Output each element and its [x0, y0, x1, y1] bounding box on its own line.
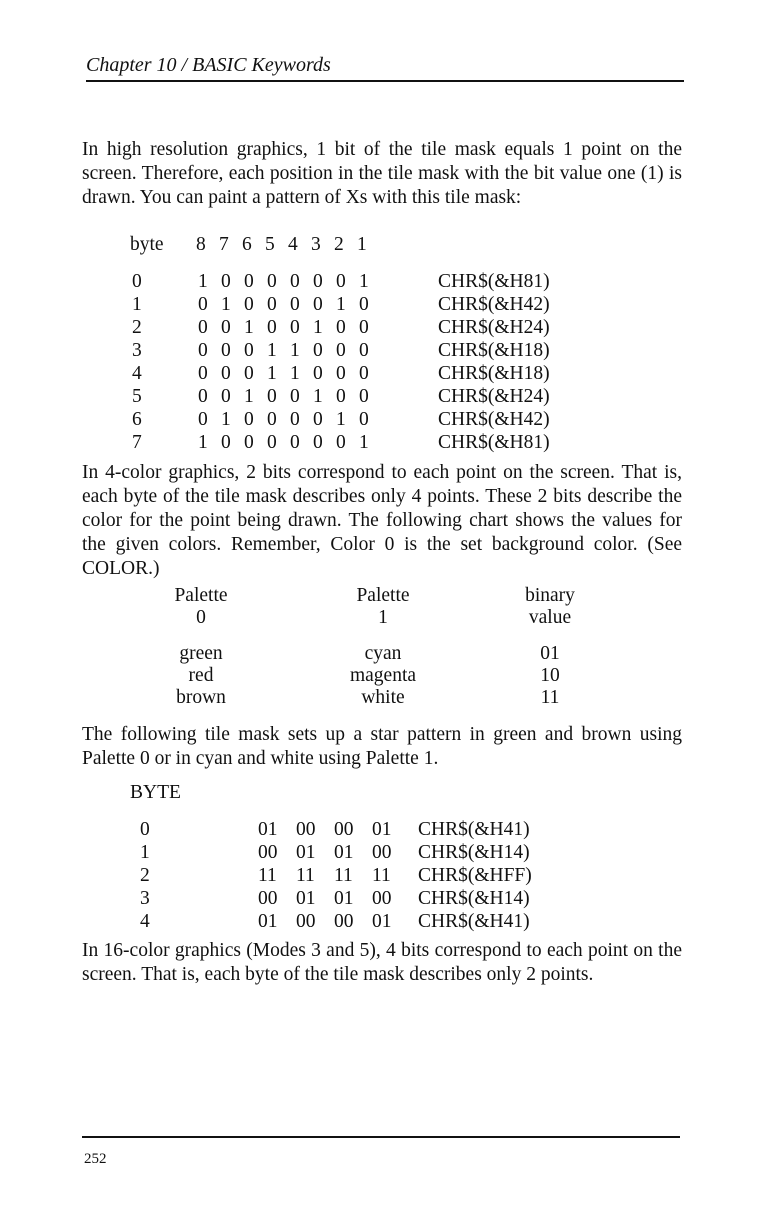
- star-table-bits: [258, 841, 418, 864]
- palette-header-line2: 0 1 value: [196, 607, 572, 628]
- bit-pair: 00: [296, 819, 316, 840]
- bit-pair: 11: [296, 865, 315, 886]
- star-table-chr: CHR$(&H14): [418, 888, 530, 909]
- bit-table-header: [130, 233, 598, 256]
- bit-value: 0: [359, 317, 369, 338]
- palette-binary-value: 10: [540, 665, 560, 686]
- bit-value: 0: [313, 294, 323, 315]
- bit-table-byte: 1: [132, 294, 142, 315]
- bit-pair: 11: [372, 865, 391, 886]
- bit-pair: 00: [334, 819, 354, 840]
- bit-value: 0: [336, 432, 346, 453]
- palette-0-color: brown: [176, 687, 226, 708]
- palette-1-color: magenta: [349, 665, 417, 686]
- bit-table-row: [130, 408, 598, 431]
- bit-pair: 01: [372, 819, 392, 840]
- bit-table-chr: CHR$(&H18): [438, 363, 550, 384]
- bit-value: 0: [336, 271, 346, 292]
- bit-value: 1: [221, 409, 231, 430]
- paragraph-star-pattern: The following tile mask sets up a star pattern in green and brown using Palette 0 or in cyan and white using Palette 1.: [82, 724, 682, 769]
- footer-divider: [82, 1136, 680, 1138]
- bit-value: 1: [267, 363, 277, 384]
- bit-table-header-bits: 8 7 6 5 4 3 2 1: [196, 234, 367, 255]
- palette-1-color: white: [361, 687, 405, 708]
- bit-value: 0: [244, 294, 254, 315]
- bit-value: 0: [313, 409, 323, 430]
- bit-value: 0: [336, 317, 346, 338]
- palette-binary-value: 11: [540, 687, 560, 708]
- bit-value: 0: [290, 317, 300, 338]
- bit-value: 1: [290, 340, 300, 361]
- bit-value: 1: [359, 271, 369, 292]
- palette-row: [146, 665, 590, 687]
- bit-table-byte: 4: [132, 363, 142, 384]
- star-table-byte: 2: [140, 865, 150, 886]
- bit-pair: 11: [258, 865, 277, 886]
- bit-table-bits: [198, 431, 438, 454]
- bit-value: 0: [313, 340, 323, 361]
- bit-value: 0: [244, 432, 254, 453]
- star-table-bits: [258, 887, 418, 910]
- star-table-chr: CHR$(&H41): [418, 819, 530, 840]
- star-table-chr: CHR$(&HFF): [418, 865, 532, 886]
- bit-pair: 00: [296, 911, 316, 932]
- palette-0-color: green: [179, 643, 223, 664]
- bit-value: 1: [290, 363, 300, 384]
- star-pattern-table: [140, 818, 568, 933]
- bit-table-chr: CHR$(&H81): [438, 271, 550, 292]
- bit-table-bits: [198, 408, 438, 431]
- bit-value: 1: [336, 409, 346, 430]
- bit-value: 0: [198, 363, 208, 384]
- bit-value: 0: [313, 432, 323, 453]
- bit-table-byte: 5: [132, 386, 142, 407]
- bit-value: 0: [267, 432, 277, 453]
- bit-table-bits: [198, 316, 438, 339]
- bit-table-chr: CHR$(&H24): [438, 386, 550, 407]
- palette-table: [146, 585, 590, 709]
- star-table-title: BYTE: [130, 782, 181, 803]
- bit-value: 0: [313, 363, 323, 384]
- palette-0-color: red: [188, 665, 214, 686]
- palette-binary-value: 01: [540, 643, 560, 664]
- bit-value: 1: [198, 432, 208, 453]
- bit-value: 0: [221, 386, 231, 407]
- paragraph-16-color: In 16-color graphics (Modes 3 and 5), 4 bits correspond to each point on the screen. That is, each byte of the tile mask describes only 2 points.: [82, 940, 682, 985]
- paragraph-4-color: In 4-color graphics, 2 bits correspond to each point on the screen. That is, each byte of the tile mask describes only 4 points. These 2 bits describe the color for the point being drawn. The following chart shows the values for the given colors. Remember, Color 0 is the set background color. (See COLOR.): [82, 462, 682, 579]
- bit-value: 0: [267, 317, 277, 338]
- page-number: 252: [84, 1151, 107, 1167]
- bit-value: 0: [336, 340, 346, 361]
- bit-value: 0: [244, 271, 254, 292]
- star-table-row: [140, 887, 568, 910]
- page-header: Chapter 10 / BASIC Keywords: [86, 52, 684, 82]
- bit-pair: 01: [296, 842, 316, 863]
- bit-value: 0: [198, 294, 208, 315]
- star-table-byte: 1: [140, 842, 150, 863]
- bit-table-row: [130, 431, 598, 454]
- bit-value: 1: [313, 386, 323, 407]
- bit-value: 0: [198, 386, 208, 407]
- bit-value: 1: [359, 432, 369, 453]
- bit-table-bits: [198, 293, 438, 316]
- bit-table-chr: CHR$(&H18): [438, 340, 550, 361]
- bit-pair: 00: [258, 842, 278, 863]
- bit-pair: 00: [258, 888, 278, 909]
- star-table-row: [140, 818, 568, 841]
- bit-table-row: [130, 362, 598, 385]
- bit-table-row: [130, 316, 598, 339]
- bit-value: 0: [267, 294, 277, 315]
- bit-value: 0: [198, 340, 208, 361]
- bit-table-chr: CHR$(&H24): [438, 317, 550, 338]
- bit-value: 1: [244, 386, 254, 407]
- bit-pair: 01: [334, 888, 354, 909]
- bit-value: 1: [198, 271, 208, 292]
- bit-table-bits: [198, 339, 438, 362]
- bit-value: 0: [198, 409, 208, 430]
- bit-value: 0: [244, 340, 254, 361]
- bit-value: 0: [336, 363, 346, 384]
- bit-value: 0: [359, 340, 369, 361]
- bit-table-bits: [198, 362, 438, 385]
- bit-value: 0: [359, 294, 369, 315]
- bit-table-header-label: byte: [130, 234, 164, 255]
- star-table-row: [140, 864, 568, 887]
- bit-value: 0: [290, 294, 300, 315]
- palette-row: [146, 687, 590, 709]
- bit-value: 1: [244, 317, 254, 338]
- bit-pair: 01: [258, 911, 278, 932]
- bit-table-bits: [198, 270, 438, 293]
- bit-pair: 01: [296, 888, 316, 909]
- palette-row: [146, 643, 590, 665]
- bit-value: 0: [359, 386, 369, 407]
- star-table-row: [140, 910, 568, 933]
- bit-pair: 01: [334, 842, 354, 863]
- bit-value: 0: [290, 271, 300, 292]
- bit-table-byte: 3: [132, 340, 142, 361]
- bit-value: 1: [221, 294, 231, 315]
- bit-value: 0: [221, 340, 231, 361]
- bit-pair: 00: [334, 911, 354, 932]
- bit-table-byte: 2: [132, 317, 142, 338]
- bit-table-byte: 6: [132, 409, 142, 430]
- bit-table-row: [130, 293, 598, 316]
- bit-value: 0: [221, 432, 231, 453]
- star-table-row: [140, 841, 568, 864]
- bit-value: 0: [267, 271, 277, 292]
- bit-value: 0: [359, 363, 369, 384]
- bit-table-bits: [198, 385, 438, 408]
- bit-value: 1: [267, 340, 277, 361]
- star-table-bits: [258, 818, 418, 841]
- bit-value: 0: [221, 363, 231, 384]
- bit-pair: 11: [334, 865, 353, 886]
- bit-table-chr: CHR$(&H42): [438, 409, 550, 430]
- bit-table-row: [130, 270, 598, 293]
- bit-value: 0: [336, 386, 346, 407]
- bit-value: 1: [313, 317, 323, 338]
- bit-value: 0: [244, 363, 254, 384]
- bit-value: 0: [359, 409, 369, 430]
- bit-value: 0: [290, 409, 300, 430]
- star-table-chr: CHR$(&H14): [418, 842, 530, 863]
- bit-table-row: [130, 339, 598, 362]
- bit-table-byte: 7: [132, 432, 142, 453]
- bit-value: 0: [221, 317, 231, 338]
- star-table-bits: [258, 864, 418, 887]
- bit-value: 1: [336, 294, 346, 315]
- bit-pair: 00: [372, 888, 392, 909]
- bit-value: 0: [290, 432, 300, 453]
- bit-pair: 01: [372, 911, 392, 932]
- palette-header-line1: Palette Palette binary: [174, 585, 575, 606]
- bit-table-row: [130, 385, 598, 408]
- star-table-bits: [258, 910, 418, 933]
- bit-pair: 00: [372, 842, 392, 863]
- bit-table-chr: CHR$(&H81): [438, 432, 550, 453]
- bit-pattern-table: [130, 233, 598, 454]
- paragraph-high-resolution: In high resolution graphics, 1 bit of the tile mask equals 1 point on the screen. Therefore, each position in the tile mask with the bit value one (1) is drawn. You can paint a pattern of Xs with this tile mask:: [82, 139, 682, 208]
- bit-value: 0: [313, 271, 323, 292]
- bit-value: 0: [267, 409, 277, 430]
- bit-value: 0: [198, 317, 208, 338]
- star-table-byte: 0: [140, 819, 150, 840]
- bit-table-chr: CHR$(&H42): [438, 294, 550, 315]
- bit-pair: 01: [258, 819, 278, 840]
- bit-value: 0: [244, 409, 254, 430]
- bit-value: 0: [221, 271, 231, 292]
- palette-1-color: cyan: [364, 643, 402, 664]
- star-table-byte: 4: [140, 911, 150, 932]
- star-table-chr: CHR$(&H41): [418, 911, 530, 932]
- bit-table-byte: 0: [132, 271, 142, 292]
- bit-value: 0: [290, 386, 300, 407]
- star-table-byte: 3: [140, 888, 150, 909]
- bit-value: 0: [267, 386, 277, 407]
